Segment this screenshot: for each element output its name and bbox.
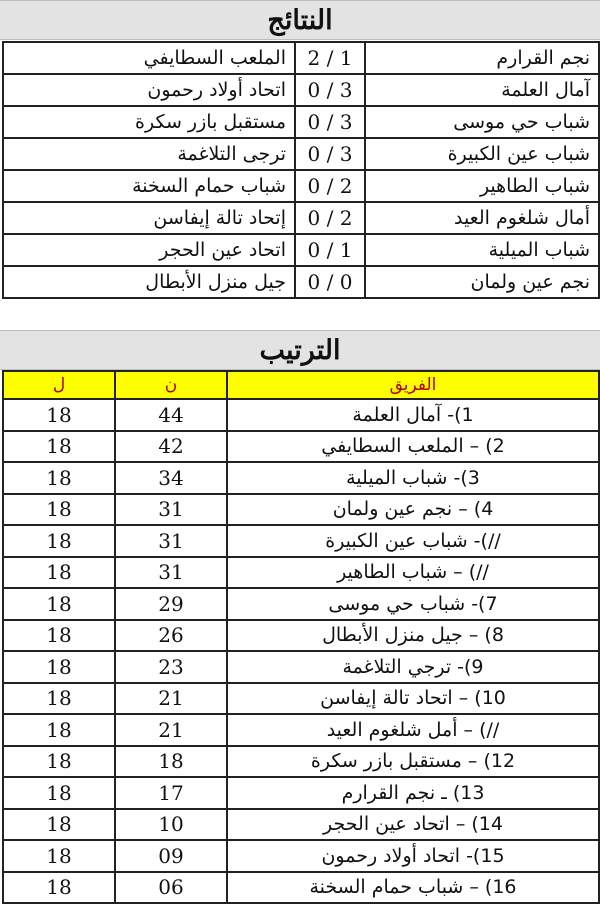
points-cell: 31 [115, 525, 227, 557]
played-cell: 18 [3, 399, 115, 431]
team-cell: 16) – شباب حمام السخنة [227, 872, 599, 904]
played-cell: 18 [3, 462, 115, 494]
result-row [3, 138, 599, 170]
team-cell: 9)- ترجي التلاغمة [227, 651, 599, 683]
points-cell: 31 [115, 494, 227, 526]
standings-row [3, 651, 599, 683]
header-played: ل [3, 371, 115, 399]
played-cell: 18 [3, 777, 115, 809]
points-cell: 23 [115, 651, 227, 683]
standings-row [3, 714, 599, 746]
home-team: نجم القرارم [365, 42, 599, 74]
points-cell: 42 [115, 431, 227, 463]
away-team: اتحاد أولاد رحمون [3, 74, 295, 106]
played-cell: 18 [3, 872, 115, 904]
team-cell: 15)- اتحاد أولاد رحمون [227, 840, 599, 872]
match-score: 0 / 3 [295, 106, 365, 138]
home-team: نجم عين ولمان [365, 266, 599, 298]
match-score: 0 / 1 [295, 234, 365, 266]
team-cell: 14) – اتحاد عين الحجر [227, 809, 599, 841]
points-cell: 31 [115, 557, 227, 589]
team-cell: 8) – جيل منزل الأبطال [227, 620, 599, 652]
points-cell: 21 [115, 683, 227, 715]
match-score: 0 / 2 [295, 202, 365, 234]
team-cell: //)- شباب عين الكبيرة [227, 525, 599, 557]
match-score: 0 / 0 [295, 266, 365, 298]
standings-title: الترتيب [0, 330, 600, 370]
home-team: أمال شلغوم العيد [365, 202, 599, 234]
played-cell: 18 [3, 809, 115, 841]
away-team: مستقبل بازر سكرة [3, 106, 295, 138]
away-team: شباب حمام السخنة [3, 170, 295, 202]
match-score: 0 / 3 [295, 138, 365, 170]
points-cell: 18 [115, 746, 227, 778]
played-cell: 18 [3, 651, 115, 683]
results-table [2, 41, 600, 299]
team-cell: 7)- شباب حي موسى [227, 588, 599, 620]
played-cell: 18 [3, 683, 115, 715]
header-points: ن [115, 371, 227, 399]
standings-row [3, 525, 599, 557]
played-cell: 18 [3, 746, 115, 778]
standings-row [3, 462, 599, 494]
match-score: 2 / 1 [295, 42, 365, 74]
standings-row [3, 620, 599, 652]
played-cell: 18 [3, 714, 115, 746]
standings-row [3, 557, 599, 589]
result-row [3, 266, 599, 298]
points-cell: 10 [115, 809, 227, 841]
points-cell: 44 [115, 399, 227, 431]
standings-row [3, 809, 599, 841]
result-row [3, 202, 599, 234]
points-cell: 21 [115, 714, 227, 746]
standings-row [3, 746, 599, 778]
home-team: شباب الميلية [365, 234, 599, 266]
result-row [3, 42, 599, 74]
team-cell: 2) – الملعب السطايفي [227, 431, 599, 463]
away-team: الملعب السطايفي [3, 42, 295, 74]
result-row [3, 234, 599, 266]
away-team: جيل منزل الأبطال [3, 266, 295, 298]
standings-row [3, 399, 599, 431]
standings-row [3, 777, 599, 809]
standings-row [3, 872, 599, 904]
standings-row [3, 588, 599, 620]
away-team: اتحاد عين الحجر [3, 234, 295, 266]
away-team: إتحاد تالة إيفاسن [3, 202, 295, 234]
standings-table [2, 370, 600, 904]
standings-row [3, 840, 599, 872]
team-cell: 4) – نجم عين ولمان [227, 494, 599, 526]
points-cell: 09 [115, 840, 227, 872]
played-cell: 18 [3, 840, 115, 872]
standings-row [3, 431, 599, 463]
result-row [3, 170, 599, 202]
points-cell: 17 [115, 777, 227, 809]
standings-header-row [3, 371, 599, 399]
team-cell: //) – شباب الطاهير [227, 557, 599, 589]
played-cell: 18 [3, 525, 115, 557]
standings-row [3, 683, 599, 715]
home-team: شباب حي موسى [365, 106, 599, 138]
result-row [3, 106, 599, 138]
team-cell: 13) ـ نجم القرارم [227, 777, 599, 809]
match-score: 0 / 3 [295, 74, 365, 106]
home-team: شباب عين الكبيرة [365, 138, 599, 170]
home-team: شباب الطاهير [365, 170, 599, 202]
played-cell: 18 [3, 588, 115, 620]
team-cell: 3)- شباب الميلية [227, 462, 599, 494]
header-team: الفريق [227, 371, 599, 399]
played-cell: 18 [3, 494, 115, 526]
points-cell: 34 [115, 462, 227, 494]
team-cell: 1)- آمال العلمة [227, 399, 599, 431]
home-team: آمال العلمة [365, 74, 599, 106]
points-cell: 26 [115, 620, 227, 652]
team-cell: 12) – مستقبل بازر سكرة [227, 746, 599, 778]
standings-row [3, 494, 599, 526]
result-row [3, 74, 599, 106]
away-team: ترجى التلاغمة [3, 138, 295, 170]
played-cell: 18 [3, 620, 115, 652]
points-cell: 06 [115, 872, 227, 904]
played-cell: 18 [3, 557, 115, 589]
team-cell: //) – أمل شلغوم العيد [227, 714, 599, 746]
match-score: 0 / 2 [295, 170, 365, 202]
points-cell: 29 [115, 588, 227, 620]
results-title: النتائج [0, 0, 600, 40]
team-cell: 10) – اتحاد تالة إيفاسن [227, 683, 599, 715]
played-cell: 18 [3, 431, 115, 463]
